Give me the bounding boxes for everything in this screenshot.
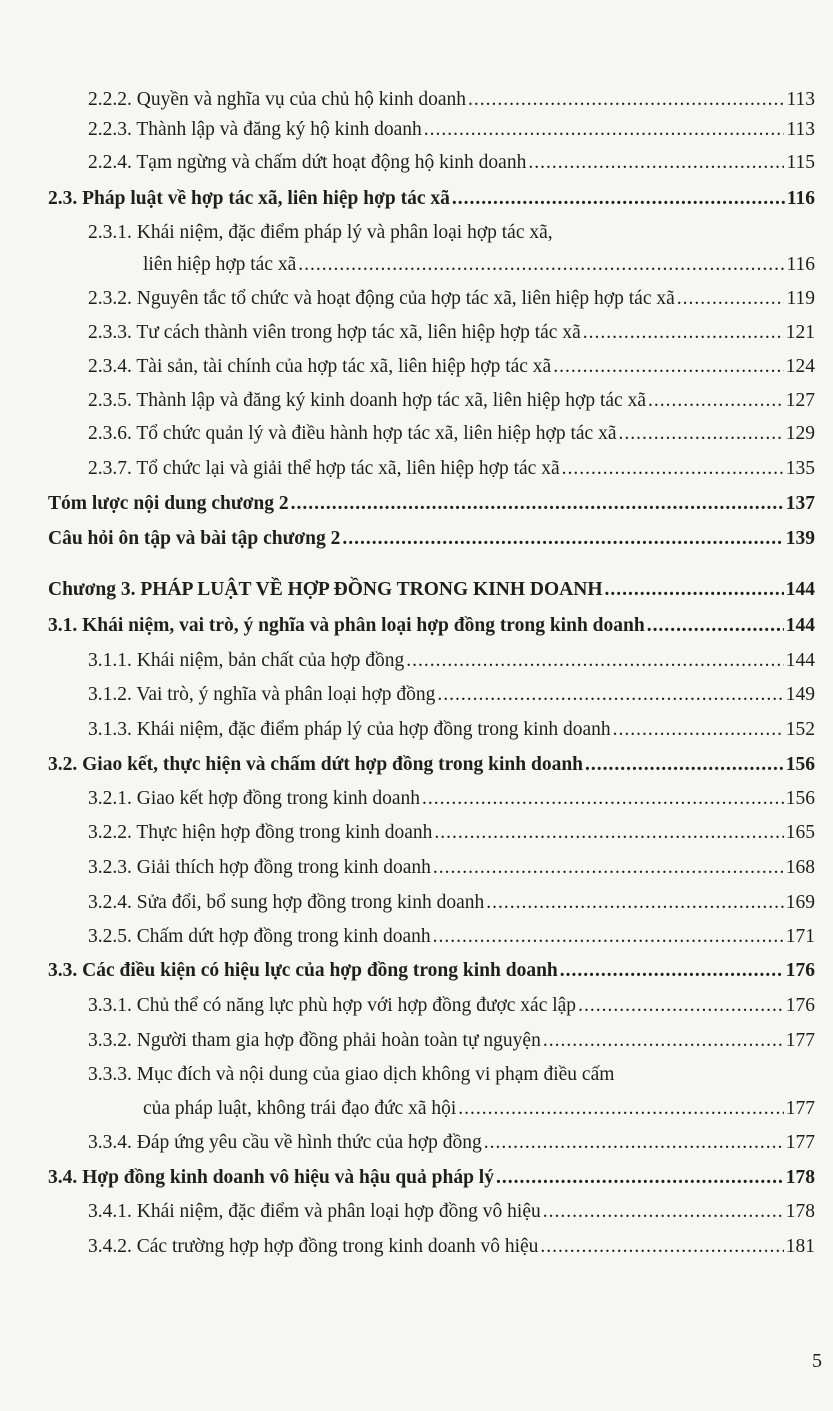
entry-title-continued: liên hiệp hợp tác xã [143, 254, 297, 275]
entry-page: 137 [785, 493, 815, 514]
entry-title: 2.3.5. Thành lập và đăng ký kinh doanh hợp tác xã, liên hiệp hợp tác xã [88, 390, 646, 411]
entry-page: 119 [786, 288, 815, 309]
toc-subsection [88, 87, 815, 113]
dot-leader [583, 320, 784, 346]
toc-subsection [88, 890, 815, 916]
entry-title: 2.3.4. Tài sản, tài chính của hợp tác xã, liên hiệp hợp tác xã [88, 356, 552, 377]
entry-title: 3.1. Khái niệm, vai trò, ý nghĩa và phân loại hợp đồng trong kinh doanh [48, 615, 645, 636]
toc-subsection [88, 924, 815, 950]
toc-subsection [88, 820, 815, 846]
entry-page: 176 [785, 995, 815, 1016]
dot-leader [540, 1234, 783, 1260]
entry-page: 156 [785, 754, 815, 775]
toc-subsection-continued [143, 252, 815, 278]
dot-leader [342, 526, 783, 552]
entry-title: 2.2.3. Thành lập và đăng ký hộ kinh doanh [88, 119, 422, 140]
toc-subsection [88, 456, 815, 482]
entry-page: 178 [785, 1201, 815, 1222]
dot-leader [298, 252, 784, 278]
dot-leader [406, 648, 783, 674]
toc-section [48, 491, 815, 517]
entry-page: 113 [786, 89, 815, 110]
toc-subsection [88, 993, 815, 1019]
dot-leader [433, 924, 784, 950]
toc-subsection [88, 320, 815, 346]
entry-title-continued: của pháp luật, không trái đạo đức xã hội [143, 1098, 457, 1119]
toc-subsection [88, 786, 815, 812]
entry-title: Câu hỏi ôn tập và bài tập chương 2 [48, 528, 341, 549]
entry-page: 113 [786, 119, 815, 140]
toc-subsection [88, 286, 815, 312]
entry-title: 3.2. Giao kết, thực hiện và chấm dứt hợp đồng trong kinh doanh [48, 754, 584, 775]
entry-title: 3.3.1. Chủ thể có năng lực phù hợp với hợp đồng được xác lập [88, 995, 577, 1016]
entry-page: 116 [786, 188, 815, 209]
dot-leader [578, 993, 784, 1019]
dot-leader [618, 421, 783, 447]
entry-title: 3.2.3. Giải thích hợp đồng trong kinh doanh [88, 857, 431, 878]
entry-page: 177 [785, 1098, 815, 1119]
entry-title: 3.2.1. Giao kết hợp đồng trong kinh doanh [88, 788, 421, 809]
dot-leader [422, 786, 784, 812]
dot-leader [433, 855, 784, 881]
entry-title: 3.4.2. Các trường hợp hợp đồng trong kinh doanh vô hiệu [88, 1236, 539, 1257]
dot-leader [458, 1096, 783, 1122]
toc-subsection [88, 648, 815, 674]
toc-subsection [88, 1130, 815, 1156]
entry-title: 2.2.2. Quyền và nghĩa vụ của chủ hộ kinh doanh [88, 89, 467, 110]
entry-page: 181 [785, 1236, 815, 1257]
entry-title: 3.4. Hợp đồng kinh doanh vô hiệu và hậu quả pháp lý [48, 1167, 494, 1188]
toc-subsection [88, 682, 815, 708]
page-number: 5 [812, 1350, 822, 1372]
entry-title: 2.3.1. Khái niệm, đặc điểm pháp lý và phân loại hợp tác xã, [88, 222, 553, 243]
dot-leader [486, 890, 784, 916]
toc-subsection [88, 1062, 815, 1088]
entry-title: 3.1.2. Vai trò, ý nghĩa và phân loại hợp đồng [88, 684, 436, 705]
toc-chapter [48, 577, 815, 603]
entry-title: Chương 3. PHÁP LUẬT VỀ HỢP ĐỒNG TRONG KINH DOANH [48, 579, 603, 600]
entry-title: 3.4.1. Khái niệm, đặc điểm và phân loại hợp đồng vô hiệu [88, 1201, 541, 1222]
entry-title: 2.3.7. Tổ chức lại và giải thể hợp tác xã, liên hiệp hợp tác xã [88, 458, 560, 479]
dot-leader [543, 1028, 784, 1054]
entry-page: 144 [785, 650, 815, 671]
entry-page: 124 [785, 356, 815, 377]
dot-leader [562, 456, 784, 482]
entry-page: 152 [785, 719, 815, 740]
toc-section [48, 1165, 815, 1191]
entry-title: 2.3.2. Nguyên tắc tổ chức và hoạt động của hợp tác xã, liên hiệp hợp tác xã [88, 288, 675, 309]
entry-page: 121 [785, 322, 815, 343]
entry-title: 3.3.3. Mục đích và nội dung của giao dịch không vi phạm điều cấm [88, 1064, 615, 1085]
toc-section [48, 958, 815, 984]
dot-leader [648, 388, 784, 414]
entry-page: 139 [785, 528, 815, 549]
dot-leader [424, 117, 785, 143]
entry-page: 115 [786, 152, 815, 173]
entry-title: 3.3.4. Đáp ứng yêu cầu về hình thức của hợp đồng [88, 1132, 482, 1153]
toc-subsection [88, 220, 815, 246]
entry-page: 176 [785, 960, 815, 981]
entry-page: 178 [785, 1167, 815, 1188]
toc-subsection [88, 421, 815, 447]
toc-section [48, 752, 815, 778]
dot-leader [560, 958, 784, 984]
toc-subsection [88, 1234, 815, 1260]
entry-page: 169 [785, 892, 815, 913]
entry-title: 2.3.6. Tổ chức quản lý và điều hành hợp tác xã, liên hiệp hợp tác xã [88, 423, 617, 444]
dot-leader [613, 717, 784, 743]
entry-page: 116 [786, 254, 815, 275]
toc-subsection [88, 1028, 815, 1054]
entry-page: 135 [785, 458, 815, 479]
entry-title: 3.1.1. Khái niệm, bản chất của hợp đồng [88, 650, 405, 671]
toc-subsection [88, 388, 815, 414]
dot-leader [528, 150, 784, 176]
entry-page: 168 [785, 857, 815, 878]
entry-title: Tóm lược nội dung chương 2 [48, 493, 289, 514]
dot-leader [553, 354, 784, 380]
dot-leader [291, 491, 784, 517]
entry-title: 2.3.3. Tư cách thành viên trong hợp tác xã, liên hiệp hợp tác xã [88, 322, 581, 343]
entry-page: 177 [785, 1030, 815, 1051]
entry-title: 2.3. Pháp luật về hợp tác xã, liên hiệp hợp tác xã [48, 188, 450, 209]
entry-page: 144 [785, 615, 815, 636]
entry-title: 2.2.4. Tạm ngừng và chấm dứt hoạt động hộ kinh doanh [88, 152, 527, 173]
entry-title: 3.1.3. Khái niệm, đặc điểm pháp lý của hợp đồng trong kinh doanh [88, 719, 611, 740]
dot-leader [468, 87, 784, 113]
toc-subsection-continued [143, 1096, 815, 1122]
dot-leader [585, 752, 784, 778]
toc-subsection [88, 150, 815, 176]
dot-leader [452, 186, 785, 212]
dot-leader [647, 613, 784, 639]
dot-leader [434, 820, 783, 846]
entry-page: 127 [785, 390, 815, 411]
toc-subsection [88, 855, 815, 881]
toc-section [48, 613, 815, 639]
toc-subsection [88, 1199, 815, 1225]
entry-title: 3.3. Các điều kiện có hiệu lực của hợp đồng trong kinh doanh [48, 960, 558, 981]
entry-page: 171 [785, 926, 815, 947]
entry-title: 3.2.5. Chấm dứt hợp đồng trong kinh doanh [88, 926, 431, 947]
dot-leader [677, 286, 785, 312]
entry-title: 3.2.4. Sửa đổi, bổ sung hợp đồng trong kinh doanh [88, 892, 485, 913]
entry-page: 149 [785, 684, 815, 705]
dot-leader [543, 1199, 784, 1225]
entry-title: 3.3.2. Người tham gia hợp đồng phải hoàn toàn tự nguyện [88, 1030, 541, 1051]
entry-page: 177 [785, 1132, 815, 1153]
dot-leader [605, 577, 784, 603]
toc-subsection [88, 117, 815, 143]
dot-leader [437, 682, 783, 708]
entry-page: 144 [785, 579, 815, 600]
dot-leader [496, 1165, 784, 1191]
toc-subsection [88, 717, 815, 743]
toc-section [48, 526, 815, 552]
entry-page: 156 [785, 788, 815, 809]
toc-subsection [88, 354, 815, 380]
dot-leader [484, 1130, 784, 1156]
toc-section [48, 186, 815, 212]
entry-page: 165 [785, 822, 815, 843]
entry-title: 3.2.2. Thực hiện hợp đồng trong kinh doanh [88, 822, 433, 843]
entry-page: 129 [785, 423, 815, 444]
